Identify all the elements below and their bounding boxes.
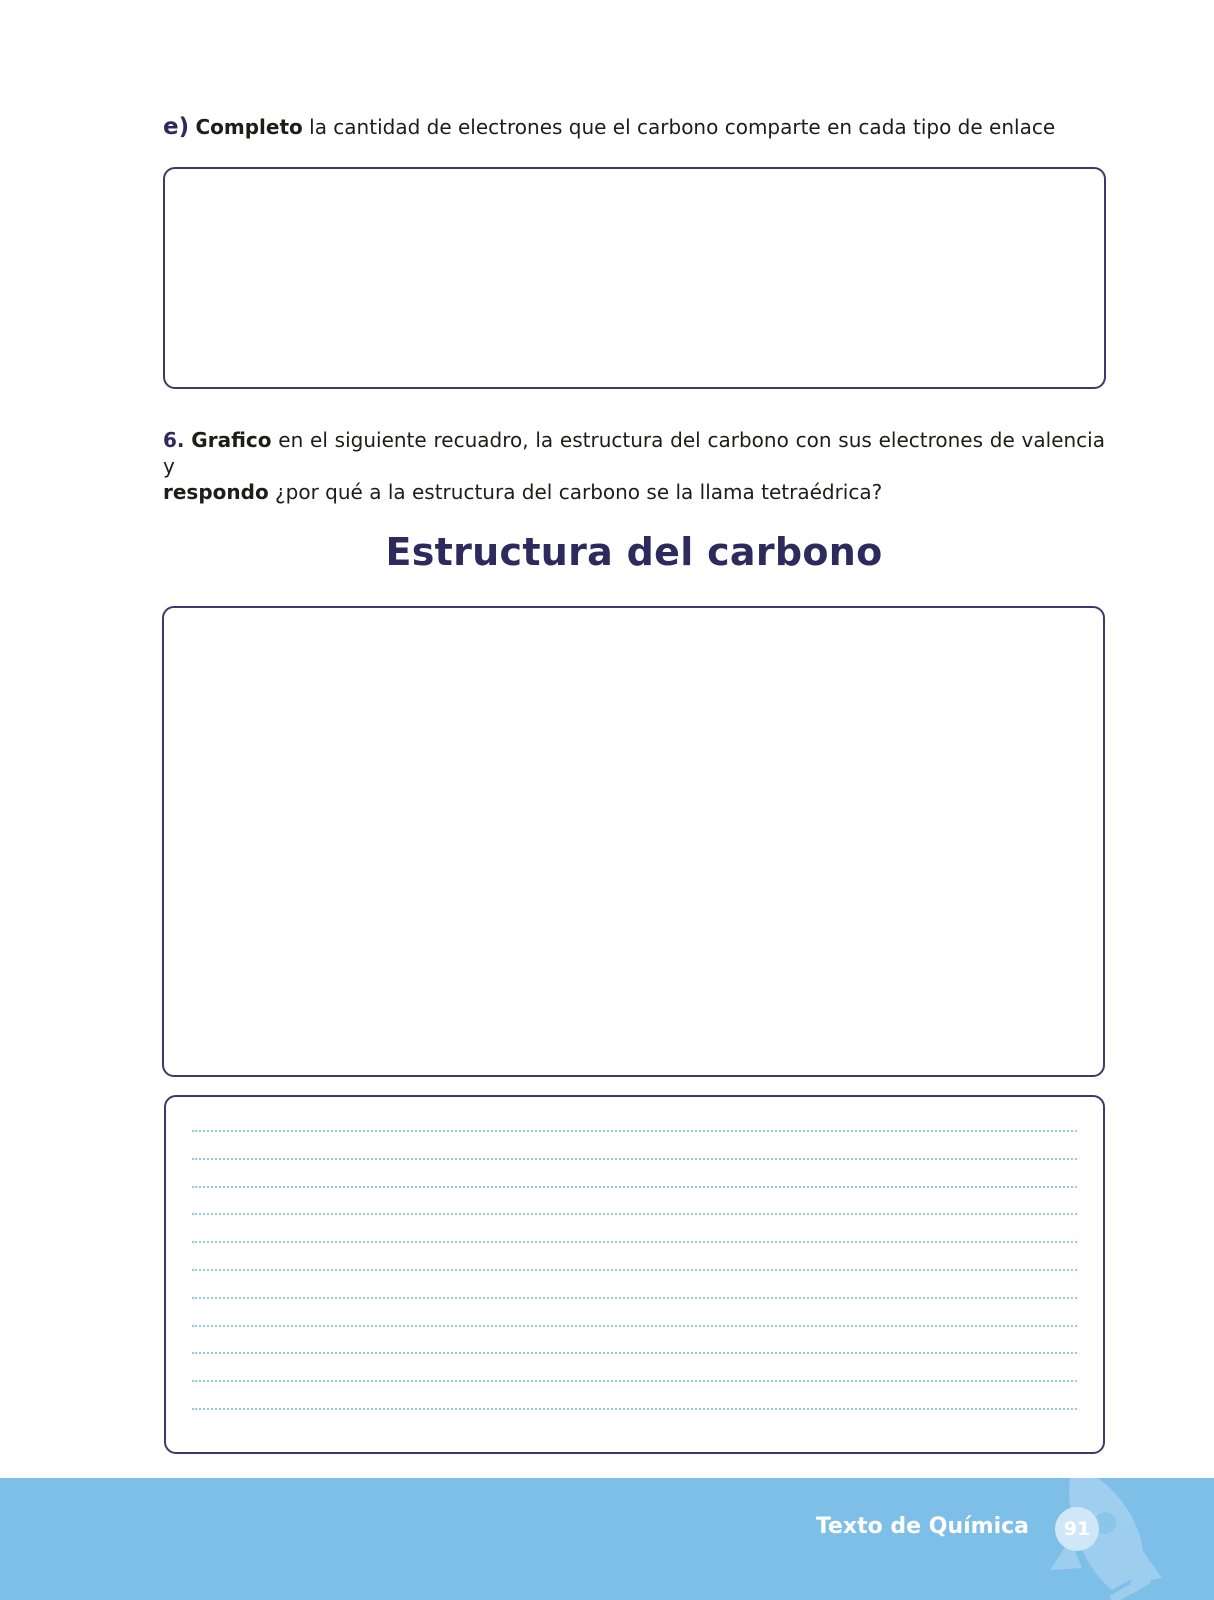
- drawing-box-carbon-structure[interactable]: [162, 606, 1105, 1077]
- writing-line[interactable]: [192, 1408, 1077, 1410]
- answer-box-e[interactable]: [163, 167, 1106, 389]
- answer-box-lined[interactable]: [164, 1095, 1105, 1454]
- question-verb: Completo: [195, 115, 303, 139]
- book-title: Texto de Química: [815, 1514, 1029, 1539]
- writing-line[interactable]: [192, 1269, 1077, 1271]
- question-6: [163, 427, 1105, 505]
- question-letter: e): [163, 114, 190, 140]
- question-6-line-2: [163, 479, 1105, 505]
- question-verb-grafico: Grafico: [191, 428, 272, 452]
- section-title: Estructura del carbono: [385, 530, 883, 574]
- question-text: la cantidad de electrones que el carbono comparte en cada tipo de enlace: [302, 115, 1056, 139]
- question-6-line-1: [163, 427, 1105, 479]
- question-6-text-1: en el siguiente recuadro, la estructura del carbono con sus electrones de valencia y: [163, 428, 1105, 478]
- question-verb-respondo: respondo: [163, 480, 269, 504]
- page-number: 91: [1055, 1507, 1099, 1551]
- writing-line[interactable]: [192, 1380, 1077, 1382]
- page-footer: [0, 1478, 1214, 1600]
- writing-line[interactable]: [192, 1352, 1077, 1354]
- writing-line[interactable]: [192, 1186, 1077, 1188]
- writing-line[interactable]: [192, 1158, 1077, 1160]
- writing-line[interactable]: [192, 1213, 1077, 1215]
- question-6-text-2: ¿por qué a la estructura del carbono se la llama tetraédrica?: [268, 480, 883, 504]
- question-number: 6.: [163, 428, 185, 452]
- writing-line[interactable]: [192, 1130, 1077, 1132]
- question-e: [163, 114, 1055, 140]
- writing-line[interactable]: [192, 1241, 1077, 1243]
- writing-line[interactable]: [192, 1297, 1077, 1299]
- writing-line[interactable]: [192, 1325, 1077, 1327]
